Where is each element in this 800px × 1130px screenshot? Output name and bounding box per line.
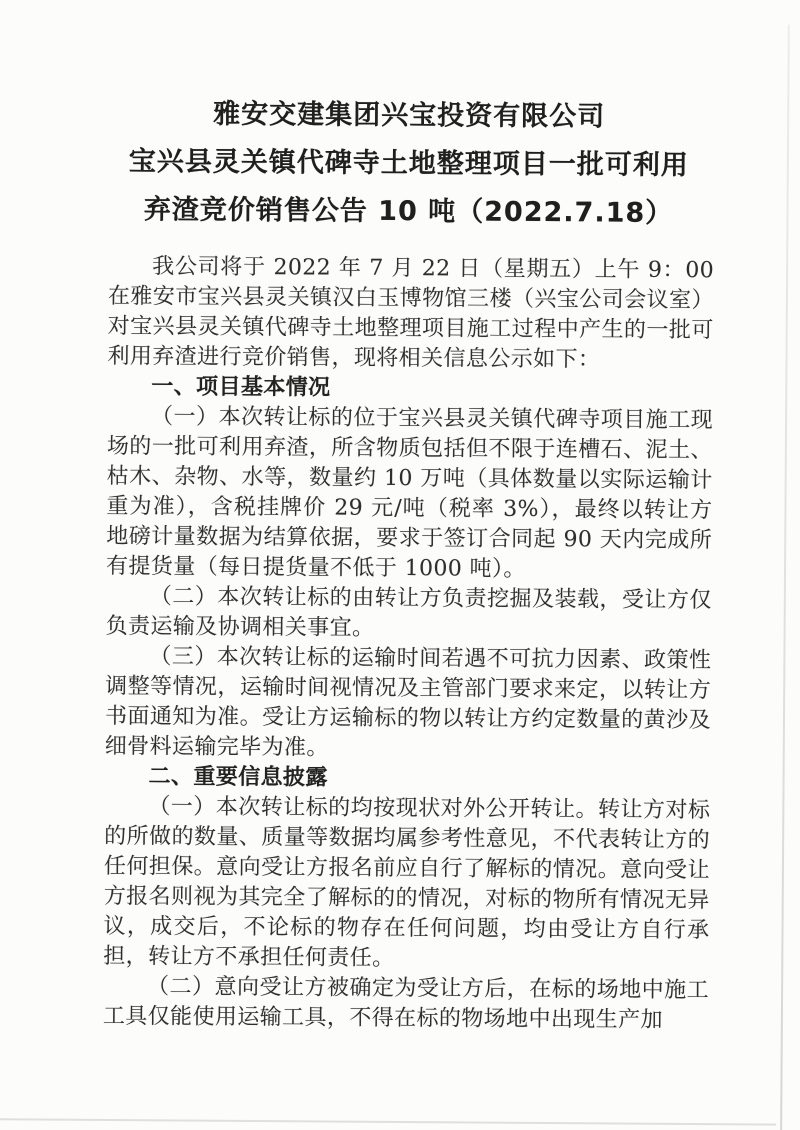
paragraph-item-1-2: （二）本次转让标的由转让方负责挖掘及装载，受让方仅负责运输及协调相关事宜。: [105, 584, 712, 641]
document-title: [0, 0, 800, 239]
paragraph-item-2-1: （一）本次转让标的均按现状对外公开转让。转让方对标的所做的数量、质量等数据均属参考性意见，不代表转让方的任何担保。意向受让方报名前应自行了解标的情况。意向受让方报名则视为其完全了解标的的情况，对标的物所有情况无异议，成交后，不论标的物存在任何问题，均由受让方自行承担，转让方不承担任何责任。: [103, 794, 711, 971]
title-line-project: 宝兴县灵关镇代碑寺土地整理项目一批可利用: [128, 146, 689, 182]
title-line-company: 雅安交建集团兴宝投资有限公司: [213, 98, 606, 133]
section-heading-project-basics: 一、项目基本情况: [151, 374, 331, 401]
paragraph-item-1-1: （一）本次转让标的位于宝兴县灵关镇代碑寺项目施工现场的一批可利用弃渣，所含物质包括但不限于连槽石、泥土、枯木、杂物、水等，数量约 10 万吨（具体数量以实际运输计重为准），含税挂牌价 29 元/吨（税率 3%），最终以转让方地磅计量数据为结算依据，要求于签订合同起 90 天内完成所有提货量（每日提货量不低于 1000 吨）。: [105, 404, 714, 582]
paragraph-item-1-3: （三）本次转让标的运输时间若遇不可抗力因素、政策性调整等情况，运输时间视情况及主管部门要求来定，以转让方书面通知为准。受让方运输标的物以转让方约定数量的黄沙及细骨料运输完毕为准。: [104, 644, 712, 761]
section-heading-important-disclosure: 二、重要信息披露: [148, 764, 328, 791]
document-body: [0, 251, 798, 1037]
scan-page-edge-horizontal-line: [0, 1118, 776, 1125]
title-line-notice-date: 弃渣竞价销售公告 10 吨（2022.7.18）: [143, 194, 674, 229]
paragraph-item-2-2-truncated: （二）意向受让方被确定为受让方后，在标的场地中施工工具仅能使用运输工具，不得在标的物场地中出现生产加: [102, 974, 710, 1033]
paragraph-intro: 我公司将于 2022 年 7 月 22 日（星期五）上午 9：00 在雅安市宝兴县灵关镇汉白玉博物馆三楼（兴宝公司会议室）对宝兴县灵关镇代碑寺土地整理项目施工过程中产生的一批可利用弃渣进行竞价销售，现将相关信息公示如下：: [107, 254, 715, 373]
